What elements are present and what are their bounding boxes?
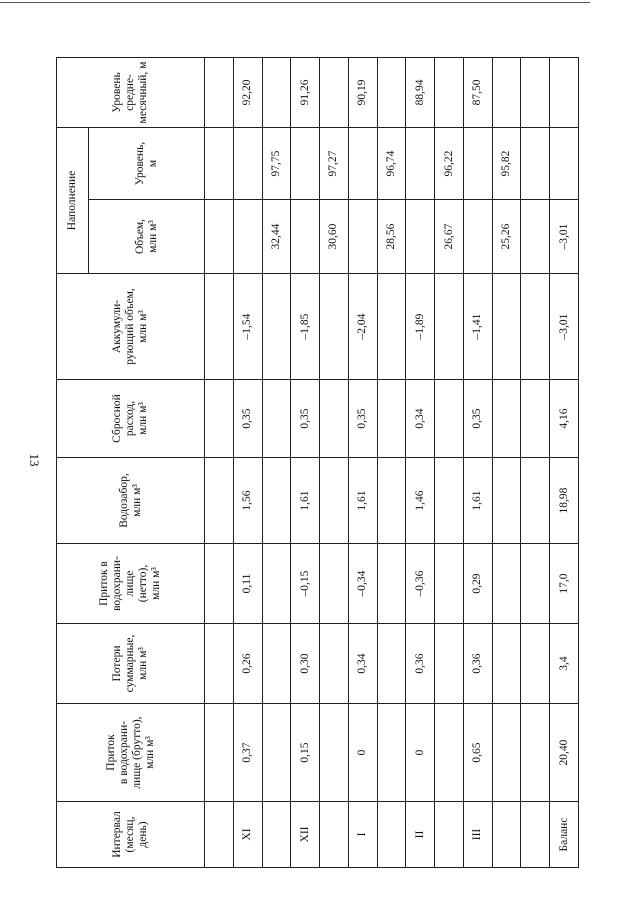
cell-intake xyxy=(521,458,550,544)
cell-inflow-net xyxy=(435,544,464,624)
cell-losses xyxy=(377,624,406,704)
cell-inflow-gross: 0,37 xyxy=(233,704,262,802)
cell-interval xyxy=(377,802,406,868)
cell-losses: 0,26 xyxy=(233,624,262,704)
table-row xyxy=(406,57,435,867)
cell-inflow-net: 0,29 xyxy=(463,544,492,624)
cell-losses: 0,36 xyxy=(463,624,492,704)
cell-interval xyxy=(205,802,234,868)
cell-level xyxy=(348,127,377,199)
cell-intake xyxy=(320,458,349,544)
cell-avg-level: 90,19 xyxy=(348,57,377,127)
cell-losses: 0,30 xyxy=(291,624,320,704)
cell-interval: I xyxy=(348,802,377,868)
cell-discharge: 0,35 xyxy=(348,380,377,458)
cell-level xyxy=(233,127,262,199)
cell-volume xyxy=(205,200,234,274)
cell-accumulating xyxy=(262,274,291,380)
cell-volume: 28,56 xyxy=(377,200,406,274)
cell-level xyxy=(205,127,234,199)
cell-intake xyxy=(205,458,234,544)
cell-discharge xyxy=(205,380,234,458)
cell-intake xyxy=(262,458,291,544)
cell-interval: II xyxy=(406,802,435,868)
header-average-level: Уровень средне- месячный, м xyxy=(57,57,205,127)
cell-inflow-net: 17,0 xyxy=(550,544,579,624)
cell-discharge: 0,35 xyxy=(463,380,492,458)
table-row xyxy=(262,57,291,867)
header-volume: Объем, млн м³ xyxy=(89,200,205,274)
header-losses: Потери суммарные, млн м³ xyxy=(57,624,205,704)
table-row xyxy=(377,57,406,867)
cell-volume xyxy=(348,200,377,274)
cell-inflow-gross: 0,15 xyxy=(291,704,320,802)
cell-losses xyxy=(521,624,550,704)
header-discharge: Сбросной расход, млн м³ xyxy=(57,380,205,458)
cell-inflow-gross xyxy=(521,704,550,802)
cell-volume xyxy=(463,200,492,274)
cell-discharge xyxy=(377,380,406,458)
cell-level xyxy=(463,127,492,199)
cell-accumulating: –3,01 xyxy=(550,274,579,380)
cell-accumulating xyxy=(377,274,406,380)
cell-accumulating xyxy=(492,274,521,380)
cell-inflow-net xyxy=(492,544,521,624)
cell-intake: 1,61 xyxy=(463,458,492,544)
cell-discharge: 0,34 xyxy=(406,380,435,458)
cell-accumulating xyxy=(320,274,349,380)
table-row xyxy=(463,57,492,867)
cell-losses xyxy=(262,624,291,704)
page-number: 13 xyxy=(27,453,42,467)
cell-inflow-gross xyxy=(205,704,234,802)
cell-avg-level xyxy=(435,57,464,127)
cell-interval: XII xyxy=(291,802,320,868)
header-inflow-net: Приток в водохрани- лище (нетто), млн м³ xyxy=(57,544,205,624)
cell-inflow-gross: 0 xyxy=(406,704,435,802)
top-rule xyxy=(0,2,590,3)
cell-avg-level xyxy=(492,57,521,127)
table-row xyxy=(348,57,377,867)
cell-losses: 0,36 xyxy=(406,624,435,704)
cell-losses xyxy=(435,624,464,704)
cell-avg-level xyxy=(550,57,579,127)
cell-level xyxy=(406,127,435,199)
reservoir-filling-table xyxy=(56,57,579,868)
cell-volume: –3,01 xyxy=(550,200,579,274)
header-group-filling: Наполнение xyxy=(57,127,89,273)
cell-discharge: 0,35 xyxy=(233,380,262,458)
cell-volume: 26,67 xyxy=(435,200,464,274)
cell-discharge xyxy=(435,380,464,458)
table-row xyxy=(492,57,521,867)
cell-discharge xyxy=(521,380,550,458)
cell-inflow-gross xyxy=(492,704,521,802)
table-body xyxy=(205,57,579,867)
cell-inflow-gross: 20,40 xyxy=(550,704,579,802)
cell-losses: 3,4 xyxy=(550,624,579,704)
cell-avg-level xyxy=(262,57,291,127)
cell-inflow-net xyxy=(205,544,234,624)
cell-volume xyxy=(291,200,320,274)
cell-losses xyxy=(205,624,234,704)
cell-level: 95,82 xyxy=(492,127,521,199)
cell-accumulating xyxy=(521,274,550,380)
cell-level xyxy=(521,127,550,199)
cell-losses xyxy=(492,624,521,704)
cell-accumulating: –1,41 xyxy=(463,274,492,380)
cell-volume: 25,26 xyxy=(492,200,521,274)
cell-inflow-gross: 0 xyxy=(348,704,377,802)
cell-level: 97,27 xyxy=(320,127,349,199)
cell-intake xyxy=(492,458,521,544)
cell-interval xyxy=(262,802,291,868)
cell-inflow-net xyxy=(377,544,406,624)
header-accumulating-volume: Аккумули- рующий объем, млн м³ xyxy=(57,274,205,380)
cell-inflow-gross: 0,65 xyxy=(463,704,492,802)
header-inflow-gross: Приток в водохрани- лище (брутто), млн м³ xyxy=(57,704,205,802)
table-row xyxy=(550,57,579,867)
cell-intake: 1,46 xyxy=(406,458,435,544)
cell-interval xyxy=(521,802,550,868)
cell-inflow-gross xyxy=(262,704,291,802)
cell-intake xyxy=(435,458,464,544)
cell-volume xyxy=(406,200,435,274)
cell-interval xyxy=(320,802,349,868)
cell-interval xyxy=(435,802,464,868)
cell-accumulating xyxy=(205,274,234,380)
cell-accumulating: –1,85 xyxy=(291,274,320,380)
cell-inflow-gross xyxy=(377,704,406,802)
cell-discharge xyxy=(320,380,349,458)
header-level: Уровень, м xyxy=(89,127,205,199)
cell-inflow-net xyxy=(320,544,349,624)
cell-inflow-net: –0,36 xyxy=(406,544,435,624)
cell-volume xyxy=(521,200,550,274)
cell-level: 96,74 xyxy=(377,127,406,199)
cell-volume: 32,44 xyxy=(262,200,291,274)
cell-interval: Баланс xyxy=(550,802,579,868)
cell-inflow-net xyxy=(262,544,291,624)
header-interval: Интервал (месяц, день) xyxy=(57,802,205,868)
cell-inflow-gross xyxy=(435,704,464,802)
cell-avg-level xyxy=(377,57,406,127)
cell-inflow-net xyxy=(521,544,550,624)
cell-discharge xyxy=(262,380,291,458)
table-row xyxy=(205,57,234,867)
cell-inflow-gross xyxy=(320,704,349,802)
cell-accumulating: –2,04 xyxy=(348,274,377,380)
cell-interval: XI xyxy=(233,802,262,868)
cell-accumulating xyxy=(435,274,464,380)
cell-inflow-net: –0,34 xyxy=(348,544,377,624)
cell-discharge: 0,35 xyxy=(291,380,320,458)
cell-volume: 30,60 xyxy=(320,200,349,274)
cell-discharge: 4,16 xyxy=(550,380,579,458)
cell-avg-level xyxy=(320,57,349,127)
table-row xyxy=(320,57,349,867)
table-row xyxy=(435,57,464,867)
cell-avg-level: 91,26 xyxy=(291,57,320,127)
cell-level xyxy=(291,127,320,199)
header-intake: Водозабор, млн м³ xyxy=(57,458,205,544)
table-row xyxy=(233,57,262,867)
cell-avg-level: 92,20 xyxy=(233,57,262,127)
cell-discharge xyxy=(492,380,521,458)
cell-level: 96,22 xyxy=(435,127,464,199)
cell-avg-level xyxy=(521,57,550,127)
reservoir-filling-table-container xyxy=(56,58,579,868)
cell-interval: III xyxy=(463,802,492,868)
cell-losses xyxy=(320,624,349,704)
cell-intake: 18,98 xyxy=(550,458,579,544)
cell-intake: 1,61 xyxy=(348,458,377,544)
cell-accumulating: –1,54 xyxy=(233,274,262,380)
cell-level: 97,75 xyxy=(262,127,291,199)
cell-inflow-net: 0,11 xyxy=(233,544,262,624)
cell-interval xyxy=(492,802,521,868)
cell-avg-level: 87,50 xyxy=(463,57,492,127)
cell-intake: 1,56 xyxy=(233,458,262,544)
cell-level xyxy=(550,127,579,199)
cell-accumulating: –1,89 xyxy=(406,274,435,380)
cell-avg-level: 88,94 xyxy=(406,57,435,127)
cell-volume xyxy=(233,200,262,274)
table-row xyxy=(291,57,320,867)
cell-avg-level xyxy=(205,57,234,127)
cell-inflow-net: –0,15 xyxy=(291,544,320,624)
cell-intake xyxy=(377,458,406,544)
cell-intake: 1,61 xyxy=(291,458,320,544)
cell-losses: 0,34 xyxy=(348,624,377,704)
table-row xyxy=(521,57,550,867)
